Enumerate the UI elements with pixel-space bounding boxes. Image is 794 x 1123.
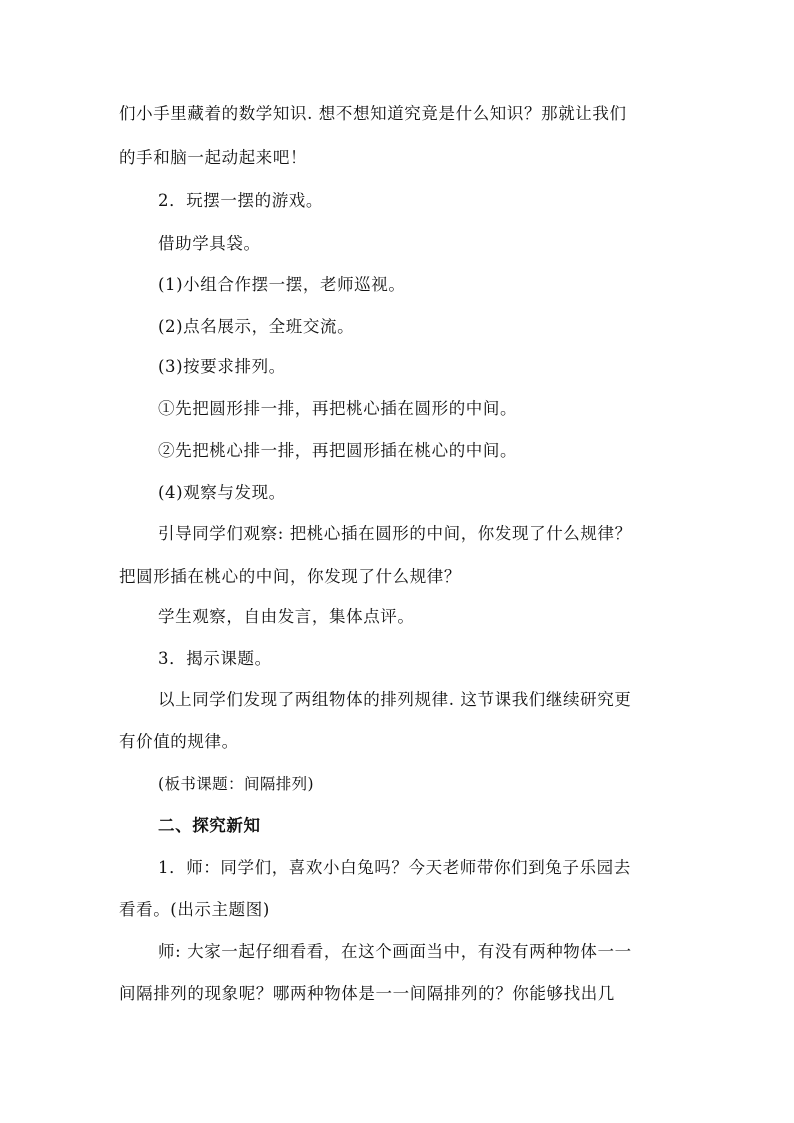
paragraph-line-continuation: 间隔排列的现象呢？哪两种物体是一一间隔排列的？你能够找出几 xyxy=(119,984,615,1003)
paragraph-line: 学生观察，自由发言，集体点评。 xyxy=(158,607,415,626)
list-item: (1)小组合作摆一摆，老师巡视。 xyxy=(158,275,406,294)
paragraph-line: 以上同学们发现了两组物体的排列规律. 这节课我们继续研究更 xyxy=(158,690,632,709)
paragraph-line-continuation: 看看。(出示主题图) xyxy=(119,900,270,919)
paragraph-line: 引导同学们观察: 把桃心插在圆形的中间，你发现了什么规律？ xyxy=(158,524,632,543)
board-title-note: (板书课题：间隔排列) xyxy=(158,775,314,793)
list-item: (3)按要求排列。 xyxy=(158,357,286,376)
list-item: (2)点名展示，全班交流。 xyxy=(158,317,355,336)
paragraph-line-continuation: 们小手里藏着的数学知识. 想不想知道究竟是什么知识？那就让我们 xyxy=(119,104,627,123)
paragraph-line-continuation: 把圆形插在桃心的中间，你发现了什么规律？ xyxy=(119,567,461,586)
paragraph-line-continuation: 有价值的规律。 xyxy=(119,732,239,751)
paragraph-line-continuation: 的手和脑一起动起来吧！ xyxy=(119,148,308,167)
list-item: (4)观察与发现。 xyxy=(158,483,286,502)
paragraph-line: 1．师：同学们，喜欢小白兔吗？今天老师带你们到兔子乐园去 xyxy=(158,858,631,877)
list-subitem: ②先把桃心排一排，再把圆形插在桃心的中间。 xyxy=(158,441,518,460)
step-heading: 3．揭示课题。 xyxy=(158,649,272,668)
step-heading: 2．玩摆一摆的游戏。 xyxy=(158,191,323,210)
section-heading: 二、探究新知 xyxy=(158,816,261,835)
list-subitem: ①先把圆形排一排，再把桃心插在圆形的中间。 xyxy=(158,399,518,418)
paragraph-line: 师: 大家一起仔细看看，在这个画面当中，有没有两种物体一一 xyxy=(158,942,632,961)
paragraph-line: 借助学具袋。 xyxy=(158,234,261,253)
